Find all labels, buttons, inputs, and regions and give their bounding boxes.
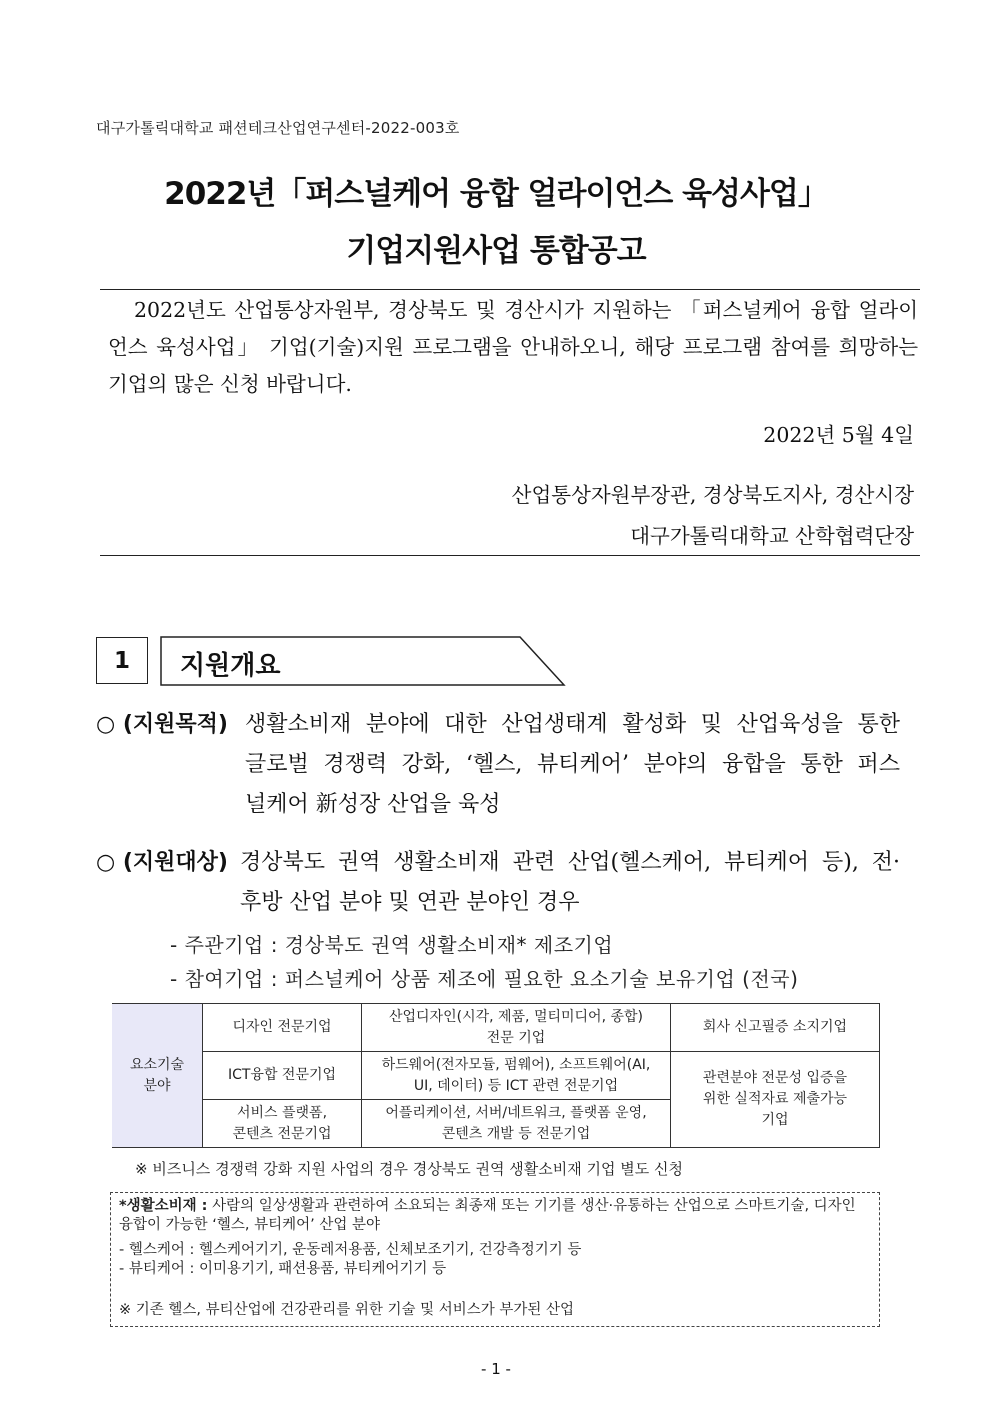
target-line-2: 후방 산업 분야 및 연관 분야인 경우 <box>240 890 580 915</box>
definition-text <box>119 1197 871 1235</box>
sub-item-participant-company: - 참여기업 : 퍼스널케어 상품 제조에 필요한 요소기술 보유기업 (전국) <box>170 967 799 991</box>
section-number-box: 1 <box>96 637 148 684</box>
title-line-2: 기업지원사업 통합공고 <box>346 233 646 269</box>
purpose-line-3: 널케어 新성장 산업을 육성 <box>245 792 501 817</box>
purpose-label: ○ (지원목적) <box>96 712 228 737</box>
issuer-line-2: 대구가톨릭대학교 산학협력단장 <box>630 524 914 548</box>
definition-box <box>110 1192 880 1327</box>
table-cell-desc: 하드웨어(전자모듈, 펌웨어), 소프트웨어(AI, UI, 데이터) 등 ICT 관련 전문기업 <box>362 1052 671 1100</box>
title-line-1: 2022년「퍼스널케어 융합 얼라이언스 육성사업」 <box>164 176 828 212</box>
definition-label: *생활소비재 : <box>119 1198 208 1214</box>
bottom-divider <box>100 555 920 556</box>
table-cell-req: 관련분야 전문성 입증을 위한 실적자료 제출가능 기업 <box>671 1052 880 1148</box>
table-cell-desc: 어플리케이션, 서버/네트워크, 플랫폼 운영, 콘텐츠 개발 등 전문기업 <box>362 1100 671 1148</box>
purpose-line-1: 생활소비재 분야에 대한 산업생태계 활성화 및 산업육성을 통한 <box>245 712 900 737</box>
target-line-1: 경상북도 권역 생활소비재 관련 산업(헬스케어, 뷰티케어 등), 전· <box>240 850 900 875</box>
definition-item-healthcare: - 헬스케어 : 헬스케어기기, 운동레저용품, 신체보조기기, 건강측정기기 등 <box>119 1242 582 1258</box>
table-cell-req: 회사 신고필증 소지기업 <box>671 1004 880 1052</box>
announcement-date: 2022년 5월 4일 <box>763 423 914 447</box>
element-tech-table <box>112 1003 880 1148</box>
page-number: - 1 - <box>481 1360 511 1378</box>
top-divider <box>100 289 920 290</box>
definition-footnote: ※ 기존 헬스, 뷰티산업에 건강관리를 위한 기술 및 서비스가 부가된 산업 <box>119 1302 575 1318</box>
issuer-line-1: 산업통상자원부장관, 경상북도지사, 경산시장 <box>511 483 914 507</box>
section-title: 지원개요 <box>180 651 281 681</box>
target-label: ○ (지원대상) <box>96 850 228 875</box>
table-cell-desc: 산업디자인(시각, 제품, 멀티미디어, 종합) 전문 기업 <box>362 1004 671 1052</box>
definition-item-beautycare: - 뷰티케어 : 이미용기기, 패션용품, 뷰티케어기기 등 <box>119 1261 447 1277</box>
purpose-line-2: 글로벌 경쟁력 강화, ‘헬스, 뷰티케어’ 분야의 융합을 통한 퍼스 <box>245 752 900 777</box>
intro-paragraph: 2022년도 산업통상자원부, 경상북도 및 경산시가 지원하는 「퍼스널케어 융합 얼라이언스 육성사업」 기업(기술)지원 프로그램을 안내하오니, 해당 프로그램 참여를 희망하는 기업의 많은 신청 바랍니다. <box>108 298 918 396</box>
definition-body: 사람의 일상생활과 관련하여 소요되는 최종재 또는 기기를 생산·유통하는 산업으로 스마트기술, 디자인 융합이 가능한 ‘헬스, 뷰티케어’ 산업 분야 <box>119 1198 856 1233</box>
table-cell-type: 디자인 전문기업 <box>203 1004 362 1052</box>
table-note: ※ 비즈니스 경쟁력 강화 지원 사업의 경우 경상북도 권역 생활소비재 기업 별도 신청 <box>135 1160 683 1178</box>
table-category-cell: 요소기술 분야 <box>112 1004 203 1148</box>
table-cell-type: ICT융합 전문기업 <box>203 1052 362 1100</box>
table-cell-type: 서비스 플랫폼, 콘텐츠 전문기업 <box>203 1100 362 1148</box>
document-number: 대구가톨릭대학교 패션테크산업연구센터-2022-003호 <box>96 119 460 137</box>
sub-item-lead-company: - 주관기업 : 경상북도 권역 생활소비재* 제조기업 <box>170 933 614 957</box>
